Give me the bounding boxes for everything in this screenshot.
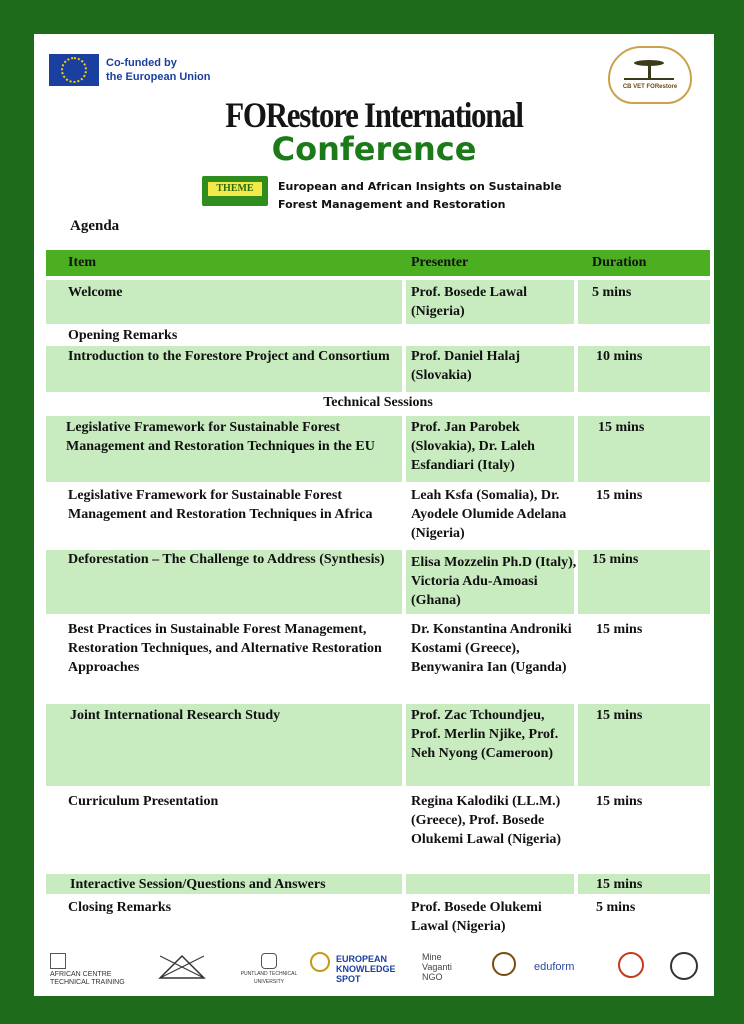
row-item: Legislative Framework for Sustainable Forest Management and Restoration Techniques in the EU xyxy=(66,420,375,454)
eduform-logo xyxy=(534,952,594,992)
row-presenter: Prof. Daniel Halaj (Slovakia) xyxy=(411,349,521,383)
poster-frame xyxy=(34,34,714,996)
row-item: Joint International Research Study xyxy=(70,708,281,723)
theme-line-1: European and African Insights on Sustainable xyxy=(278,180,562,193)
theme-text xyxy=(278,178,618,214)
row-presenter: Regina Kalodiki (LL.M.) (Greece), Prof. Bosede Olukemi Lawal (Nigeria) xyxy=(411,794,562,847)
row-presenter: Dr. Konstantina Androniki Kostami (Greece), Benywanira Ian (Uganda) xyxy=(411,622,572,675)
row-duration: 5 mins xyxy=(592,285,632,300)
row-duration: 15 mins xyxy=(598,420,645,435)
table-row xyxy=(46,326,710,344)
section-technical-sessions: Technical Sessions xyxy=(323,395,433,410)
table-header-row xyxy=(46,250,710,276)
child-icon xyxy=(670,952,698,980)
row-duration: 10 mins xyxy=(596,349,643,364)
table-row xyxy=(46,394,710,414)
row-presenter: Prof. Jan Parobek (Slovakia), Dr. Laleh Esfandiari (Italy) xyxy=(411,420,535,473)
row-presenter: Leah Ksfa (Somalia), Dr. Ayodele Olumide Adelana (Nigeria) xyxy=(411,488,567,541)
eduform-text: eduform xyxy=(534,961,575,973)
theme-badge-label: THEME xyxy=(208,182,262,196)
row-duration: 15 mins xyxy=(596,877,643,892)
table-row xyxy=(46,874,710,894)
table-row xyxy=(46,550,710,614)
eks-line-2: KNOWLEDGE xyxy=(336,964,396,974)
table-row xyxy=(46,280,710,324)
table-row xyxy=(46,616,710,702)
puntland-text: PUNTLAND TECHNICAL UNIVERSITY xyxy=(240,971,298,985)
european-knowledge-spot-logo xyxy=(310,952,410,992)
row-item: Deforestation – The Challenge to Address (Synthesis) xyxy=(68,552,385,567)
row-item: Curriculum Presentation xyxy=(68,794,219,809)
row-item: Introduction to the Forestore Project and Consortium xyxy=(68,349,390,364)
child-logo xyxy=(670,952,700,992)
row-item: Welcome xyxy=(68,285,123,300)
african-centre-text: AFRICAN CENTRE TECHNICAL TRAINING xyxy=(50,970,125,986)
row-item: Closing Remarks xyxy=(68,900,172,915)
table-row xyxy=(46,416,710,482)
column-header-duration: Duration xyxy=(592,255,647,270)
row-duration: 5 mins xyxy=(596,900,636,915)
table-row xyxy=(46,788,710,872)
row-presenter: Elisa Mozzelin Ph.D (Italy), Victoria Adu-Amoasi (Ghana) xyxy=(411,555,577,608)
eks-line-3: SPOT xyxy=(336,974,361,984)
eu-cofunded-text xyxy=(106,56,211,84)
column-header-presenter: Presenter xyxy=(411,255,469,270)
table-row xyxy=(46,704,710,786)
row-presenter: Prof. Zac Tchoundjeu, Prof. Merlin Njike, Prof. Neh Nyong (Cameroon) xyxy=(411,708,559,761)
table-row xyxy=(46,896,710,942)
eu-line-1: Co-funded by xyxy=(106,57,177,69)
partner-logos xyxy=(44,952,704,992)
row-duration: 15 mins xyxy=(596,708,643,723)
row-duration: 15 mins xyxy=(596,622,643,637)
row-presenter: Prof. Bosede Lawal (Nigeria) xyxy=(411,285,528,319)
ibg-icon xyxy=(618,952,644,978)
crest-logo xyxy=(492,952,522,992)
puntland-emblem-icon xyxy=(261,953,277,969)
row-item: Best Practices in Sustainable Forest Management, Restoration Techniques, and Alternative Restoration Approaches xyxy=(68,622,382,675)
row-item: Legislative Framework for Sustainable Forest Management and Restoration Techniques in Africa xyxy=(68,488,373,522)
university-zilina-logo xyxy=(156,952,208,992)
row-presenter: Prof. Bosede Olukemi Lawal (Nigeria) xyxy=(411,900,542,934)
african-centre-icon xyxy=(50,953,66,969)
row-duration: 15 mins xyxy=(596,794,643,809)
table-row xyxy=(46,346,710,392)
agenda-heading: Agenda xyxy=(70,218,120,234)
column-header-item: Item xyxy=(68,255,96,270)
row-item: Opening Remarks xyxy=(68,328,178,343)
mine-vaganti-logo xyxy=(422,952,482,992)
eu-line-2: the European Union xyxy=(106,71,211,83)
conference-title: FORestore International xyxy=(225,95,523,135)
african-centre-logo xyxy=(50,952,150,992)
eks-icon xyxy=(310,952,330,972)
crest-icon xyxy=(492,952,516,976)
conference-subtitle: Conference xyxy=(271,130,477,168)
theme-badge xyxy=(202,176,268,206)
eu-flag-icon xyxy=(49,54,99,86)
table-row xyxy=(46,484,710,548)
ibg-logo xyxy=(618,952,648,992)
network-icon xyxy=(156,952,208,982)
logo-label: CB VET FORestore xyxy=(622,84,678,90)
puntland-logo xyxy=(234,952,304,992)
row-duration: 15 mins xyxy=(596,488,643,503)
theme-line-2: Forest Management and Restoration xyxy=(278,198,506,211)
row-duration: 15 mins xyxy=(592,552,639,567)
agenda-table xyxy=(46,250,710,943)
eks-line-1: EUROPEAN xyxy=(336,954,388,964)
mine-vaganti-text: Mine Vaganti NGO xyxy=(422,952,452,982)
row-item: Interactive Session/Questions and Answers xyxy=(70,877,326,892)
